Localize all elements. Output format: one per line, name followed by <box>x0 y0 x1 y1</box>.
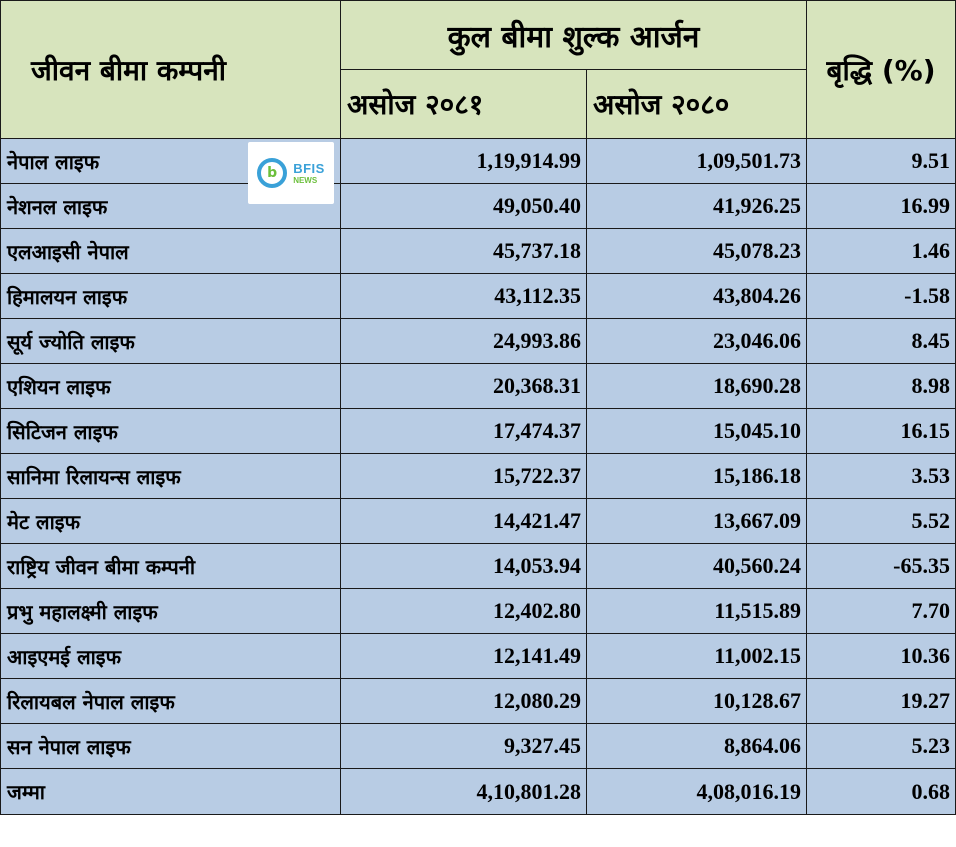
company-name: सन नेपाल लाइफ <box>1 724 341 769</box>
growth-percent: 19.27 <box>807 679 956 724</box>
growth-column-header: बृद्धि (%) <box>807 1 956 139</box>
table-body <box>1 139 956 815</box>
table-row <box>1 589 956 634</box>
table-row <box>1 409 956 454</box>
premium-current: 45,737.18 <box>341 229 587 274</box>
growth-percent: 9.51 <box>807 139 956 184</box>
company-name: मेट लाइफ <box>1 499 341 544</box>
growth-percent: 10.36 <box>807 634 956 679</box>
growth-percent: 5.23 <box>807 724 956 769</box>
bfis-news-watermark <box>248 142 334 204</box>
total-growth: 0.68 <box>807 769 956 815</box>
growth-percent: 7.70 <box>807 589 956 634</box>
premium-previous: 43,804.26 <box>587 274 807 319</box>
growth-percent: 16.99 <box>807 184 956 229</box>
premium-current: 9,327.45 <box>341 724 587 769</box>
premium-previous: 1,09,501.73 <box>587 139 807 184</box>
bfis-logo-icon: b <box>257 158 287 188</box>
total-row <box>1 769 956 815</box>
premium-current: 43,112.35 <box>341 274 587 319</box>
company-name: एशियन लाइफ <box>1 364 341 409</box>
watermark-brand: BFIS <box>293 160 325 176</box>
table-row <box>1 274 956 319</box>
growth-percent: 8.45 <box>807 319 956 364</box>
growth-percent: -65.35 <box>807 544 956 589</box>
premium-current: 14,053.94 <box>341 544 587 589</box>
company-name: आइएमई लाइफ <box>1 634 341 679</box>
company-name: नेपाल लाइफ <box>1 139 341 184</box>
premium-current: 49,050.40 <box>341 184 587 229</box>
table-row <box>1 139 956 184</box>
premium-current: 1,19,914.99 <box>341 139 587 184</box>
company-column-header: जीवन बीमा कम्पनी <box>1 1 341 139</box>
growth-percent: -1.58 <box>807 274 956 319</box>
company-name: रिलायबल नेपाल लाइफ <box>1 679 341 724</box>
growth-percent: 8.98 <box>807 364 956 409</box>
table-row <box>1 544 956 589</box>
growth-percent: 5.52 <box>807 499 956 544</box>
total-previous: 4,08,016.19 <box>587 769 807 815</box>
current-year-header: असोज २०८१ <box>341 70 587 139</box>
premium-previous: 40,560.24 <box>587 544 807 589</box>
premium-current: 17,474.37 <box>341 409 587 454</box>
table-row <box>1 364 956 409</box>
premium-previous: 8,864.06 <box>587 724 807 769</box>
table-row <box>1 499 956 544</box>
company-name: प्रभु महालक्ष्मी लाइफ <box>1 589 341 634</box>
table-row <box>1 679 956 724</box>
premium-current: 12,141.49 <box>341 634 587 679</box>
company-name: सिटिजन लाइफ <box>1 409 341 454</box>
premium-current: 24,993.86 <box>341 319 587 364</box>
total-label: जम्मा <box>1 769 341 815</box>
premium-previous: 15,045.10 <box>587 409 807 454</box>
premium-previous: 11,515.89 <box>587 589 807 634</box>
total-current: 4,10,801.28 <box>341 769 587 815</box>
table-row <box>1 454 956 499</box>
table-row <box>1 634 956 679</box>
premium-current: 14,421.47 <box>341 499 587 544</box>
premium-previous: 11,002.15 <box>587 634 807 679</box>
premium-current: 12,402.80 <box>341 589 587 634</box>
growth-percent: 3.53 <box>807 454 956 499</box>
company-name: नेशनल लाइफ <box>1 184 341 229</box>
growth-percent: 1.46 <box>807 229 956 274</box>
premium-previous: 45,078.23 <box>587 229 807 274</box>
company-name: हिमालयन लाइफ <box>1 274 341 319</box>
premium-current: 20,368.31 <box>341 364 587 409</box>
premium-previous: 13,667.09 <box>587 499 807 544</box>
premium-group-header: कुल बीमा शुल्क आर्जन <box>341 1 807 70</box>
company-name: सानिमा रिलायन्स लाइफ <box>1 454 341 499</box>
company-name: राष्ट्रिय जीवन बीमा कम्पनी <box>1 544 341 589</box>
company-name: सूर्य ज्योति लाइफ <box>1 319 341 364</box>
company-name: एलआइसी नेपाल <box>1 229 341 274</box>
table-row <box>1 724 956 769</box>
watermark-sub: NEWS <box>293 175 318 185</box>
premium-previous: 41,926.25 <box>587 184 807 229</box>
premium-previous: 18,690.28 <box>587 364 807 409</box>
table-row <box>1 229 956 274</box>
premium-previous: 10,128.67 <box>587 679 807 724</box>
table-row <box>1 319 956 364</box>
premium-previous: 23,046.06 <box>587 319 807 364</box>
premium-previous: 15,186.18 <box>587 454 807 499</box>
premium-current: 15,722.37 <box>341 454 587 499</box>
previous-year-header: असोज २०८० <box>587 70 807 139</box>
premium-current: 12,080.29 <box>341 679 587 724</box>
table-row <box>1 184 956 229</box>
growth-percent: 16.15 <box>807 409 956 454</box>
